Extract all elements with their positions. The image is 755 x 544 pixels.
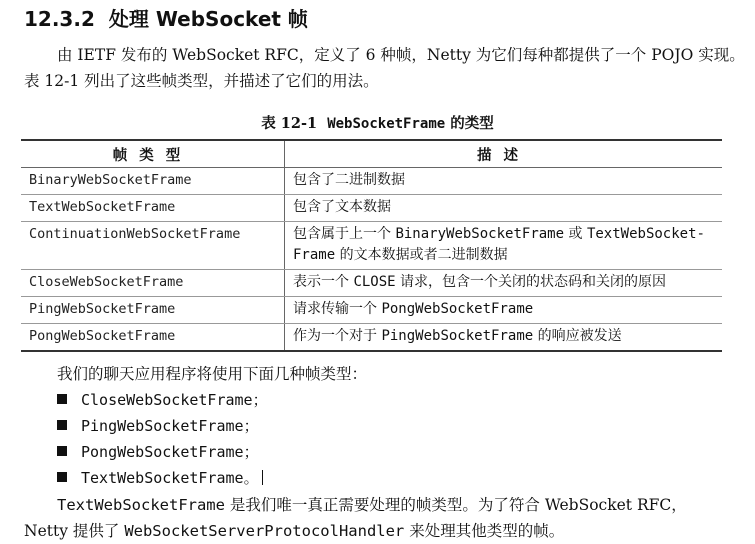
closing-code: TextWebSocketFrame	[57, 496, 225, 514]
list-item	[57, 413, 268, 439]
table-row	[21, 168, 722, 195]
list-item-punct: ；	[252, 391, 268, 409]
closing-text: Netty 提供了	[24, 522, 125, 540]
section-heading	[24, 3, 308, 32]
header-description: 描述	[285, 140, 723, 168]
closing-text: 来处理其他类型的帧。	[404, 522, 565, 540]
frame-type-cell: TextWebSocketFrame	[21, 195, 285, 222]
closing-text: 是我们唯一真正需要处理的帧类型。为了符合 WebSocket RFC，	[224, 496, 687, 514]
frame-type-cell: BinaryWebSocketFrame	[21, 168, 285, 195]
bullet-square-icon	[57, 446, 67, 456]
frame-type-cell: PongWebSocketFrame	[21, 324, 285, 352]
description-cell: 包含了二进制数据	[285, 168, 723, 195]
intro-line-1: 由 IETF 发布的 WebSocket RFC，定义了 6 种帧，Netty 为它们每种都提供了一个 POJO 实现。	[57, 46, 745, 64]
description-text: 请求，包含一个关闭的状态码和关闭的原因	[395, 274, 667, 290]
frame-types-table	[21, 139, 722, 352]
caption-code: WebSocketFrame	[327, 116, 446, 132]
bullet-square-icon	[57, 394, 67, 404]
description-code: PongWebSocketFrame	[381, 301, 534, 317]
table-row	[21, 270, 722, 297]
table-caption	[0, 112, 755, 133]
list-item-punct: 。	[243, 469, 259, 487]
closing-line-2	[24, 518, 564, 544]
table-row	[21, 324, 722, 352]
description-text: 请求传输一个	[293, 301, 382, 317]
description-text: 表示一个	[293, 274, 354, 290]
section-number: 12.3.2	[24, 7, 95, 31]
description-code: TextWebSocket-Frame	[293, 226, 705, 263]
description-code: BinaryWebSocketFrame	[395, 226, 565, 242]
list-item-code: TextWebSocketFrame	[81, 469, 244, 487]
description-cell	[285, 297, 723, 324]
bullet-square-icon	[57, 472, 67, 482]
caption-suffix: 的类型	[445, 115, 494, 132]
description-cell	[285, 324, 723, 352]
table-row	[21, 195, 722, 222]
list-item	[57, 465, 268, 491]
section-title: 处理 WebSocket 帧	[108, 7, 308, 31]
list-item-code: PongWebSocketFrame	[81, 443, 244, 461]
bullet-square-icon	[57, 420, 67, 430]
description-cell: 包含了文本数据	[285, 195, 723, 222]
description-text: 或	[564, 226, 587, 242]
description-cell	[285, 222, 723, 270]
closing-line-1	[57, 492, 687, 518]
list-item	[57, 387, 268, 413]
intro-line-2: 表 12-1 列出了这些帧类型，并描述了它们的用法。	[24, 72, 379, 90]
caption-prefix: 表 12-1	[261, 115, 318, 132]
list-item-punct: ；	[243, 443, 259, 461]
header-frame-type: 帧类型	[21, 140, 285, 168]
table-row	[21, 297, 722, 324]
list-item-code: CloseWebSocketFrame	[81, 391, 253, 409]
description-text: 包含属于上一个	[293, 226, 396, 242]
description-text: 作为一个对于	[293, 328, 382, 344]
table-header-row	[21, 140, 722, 168]
chat-intro: 我们的聊天应用程序将使用下面几种帧类型：	[57, 365, 368, 383]
list-item-punct: ；	[243, 417, 259, 435]
description-cell	[285, 270, 723, 297]
frame-list	[57, 387, 268, 491]
description-text: 的文本数据或者二进制数据	[335, 247, 508, 263]
frame-type-cell: CloseWebSocketFrame	[21, 270, 285, 297]
list-item-code: PingWebSocketFrame	[81, 417, 244, 435]
frame-type-cell: ContinuationWebSocketFrame	[21, 222, 285, 270]
text-cursor	[262, 470, 263, 485]
frame-type-cell: PingWebSocketFrame	[21, 297, 285, 324]
description-code: CLOSE	[353, 274, 396, 290]
description-code: PingWebSocketFrame	[381, 328, 534, 344]
list-item	[57, 439, 268, 465]
table-row	[21, 222, 722, 270]
closing-code: WebSocketServerProtocolHandler	[124, 522, 405, 540]
description-text: 的响应被发送	[533, 328, 622, 344]
